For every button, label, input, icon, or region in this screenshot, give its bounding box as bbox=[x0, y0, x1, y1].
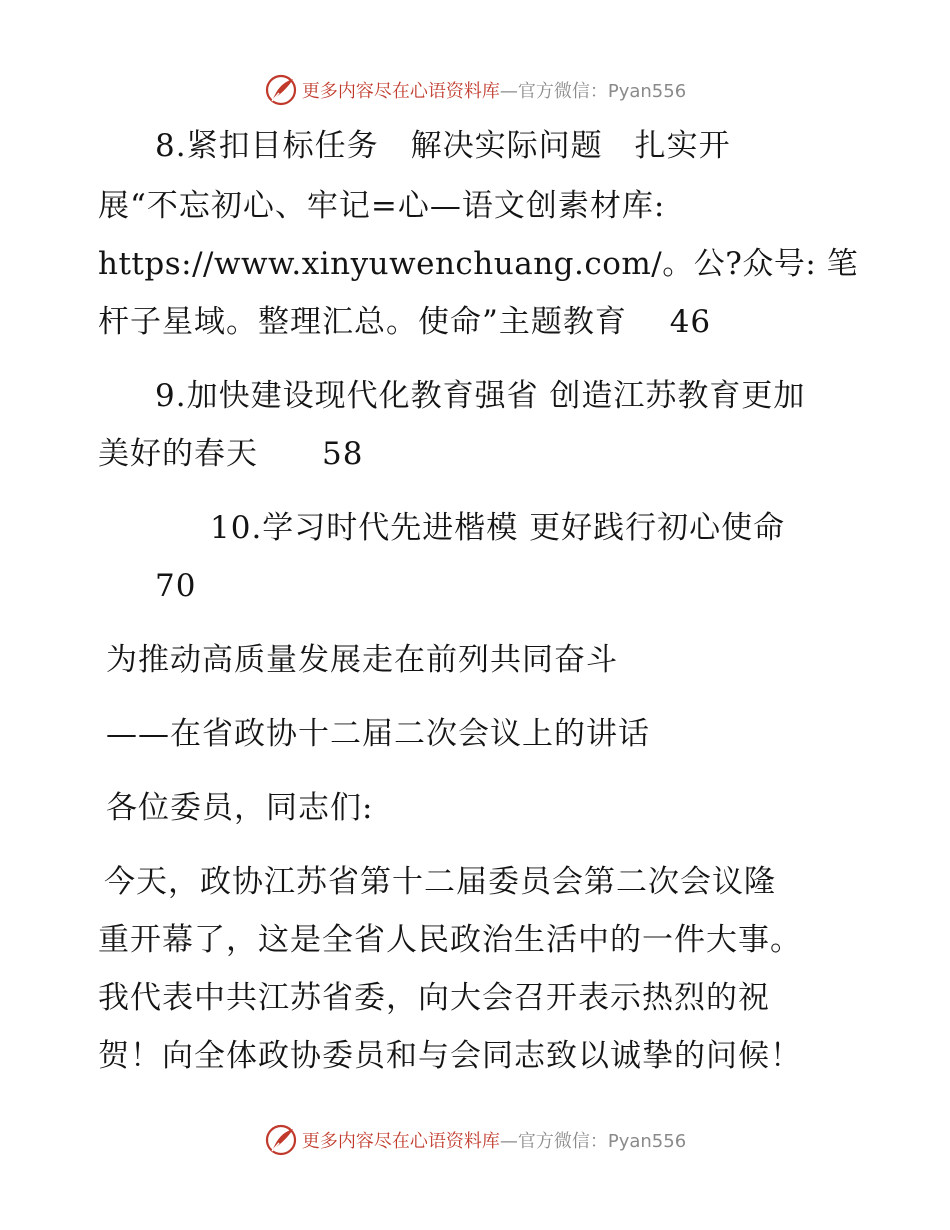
toc-item-10-line-1: 10.学习时代先进楷模 更好践行初心使命 bbox=[210, 510, 786, 546]
toc-item-9-line-1: 9.加快建设现代化教育强省 创造江苏教育更加 bbox=[155, 378, 806, 414]
watermark-text: 更多内容尽在心语资料库 bbox=[301, 81, 500, 102]
watermark-banner-bottom bbox=[0, 1120, 950, 1160]
document-subtitle: ——在省政协十二届二次会议上的讲话 bbox=[106, 716, 650, 752]
feather-pen-logo-icon bbox=[264, 73, 298, 107]
toc-item-8-line-1: 8.紧扣目标任务 解决实际问题 扎实开 bbox=[155, 128, 731, 164]
body-paragraph-line-4: 贺！向全体政协委员和与会同志致以诚挚的问候！ bbox=[98, 1038, 802, 1074]
body-paragraph-line-3: 我代表中共江苏省委，向大会召开表示热烈的祝 bbox=[98, 980, 770, 1016]
watermark-contact: —官方微信：Pyan556 bbox=[499, 1131, 687, 1152]
toc-item-8-line-2: 展“不忘初心、牢记=心—语文创素材库: bbox=[98, 188, 666, 224]
toc-item-10-page: 70 bbox=[155, 568, 197, 604]
body-paragraph-line-1: 今天，政协江苏省第十二届委员会第二次会议隆 bbox=[104, 864, 776, 900]
watermark-text: 更多内容尽在心语资料库 bbox=[301, 1131, 500, 1152]
feather-pen-logo-icon bbox=[264, 1123, 298, 1157]
document-title: 为推动高质量发展走在前列共同奋斗 bbox=[106, 642, 618, 678]
toc-item-8-line-3: https://www.xinyuwenchuang.com/。公?众号: 笔 bbox=[98, 246, 859, 282]
body-paragraph-line-2: 重开幕了，这是全省人民政治生活中的一件大事。 bbox=[98, 922, 802, 958]
toc-item-8-line-4: 杆子星域。整理汇总。使命”主题教育 46 bbox=[98, 304, 712, 340]
salutation: 各位委员，同志们: bbox=[106, 790, 374, 826]
watermark-contact: —官方微信：Pyan556 bbox=[499, 81, 687, 102]
toc-item-9-line-2: 美好的春天 58 bbox=[98, 436, 364, 472]
watermark-banner-top bbox=[0, 70, 950, 110]
